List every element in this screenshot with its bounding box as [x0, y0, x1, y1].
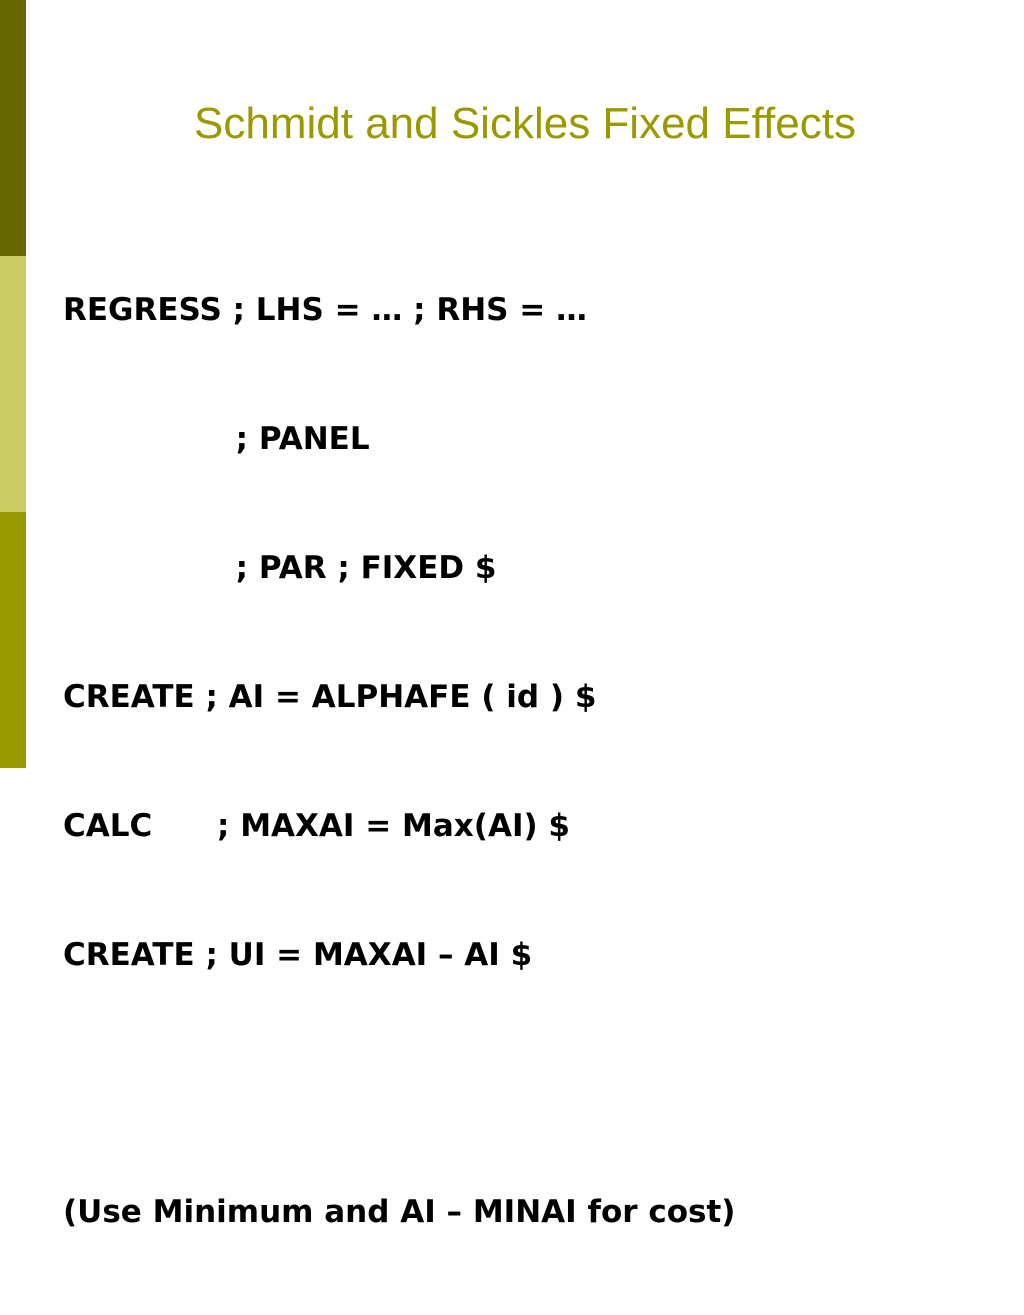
- side-bar-middle: [0, 256, 26, 512]
- side-bar-bottom: [0, 512, 26, 768]
- slide-body: [63, 212, 735, 1315]
- code-line-par-fixed: ; PAR ; FIXED $: [63, 550, 497, 586]
- code-line-create-ui: CREATE ; UI = MAXAI – AI $: [63, 937, 533, 973]
- blank-line: [63, 1058, 735, 1114]
- code-line-calc-maxai: CALC ; MAXAI = Max(AI) $: [63, 808, 571, 844]
- code-line-panel: ; PANEL: [63, 421, 370, 457]
- code-line-regress: REGRESS ; LHS = … ; RHS = …: [63, 292, 588, 328]
- note-line: (Use Minimum and AI – MINAI for cost): [63, 1194, 736, 1230]
- code-line-create-ai: CREATE ; AI = ALPHAFE ( id ) $: [63, 679, 597, 715]
- side-bar-top: [0, 0, 26, 256]
- slide-title: Schmidt and Sickles Fixed Effects: [194, 99, 856, 148]
